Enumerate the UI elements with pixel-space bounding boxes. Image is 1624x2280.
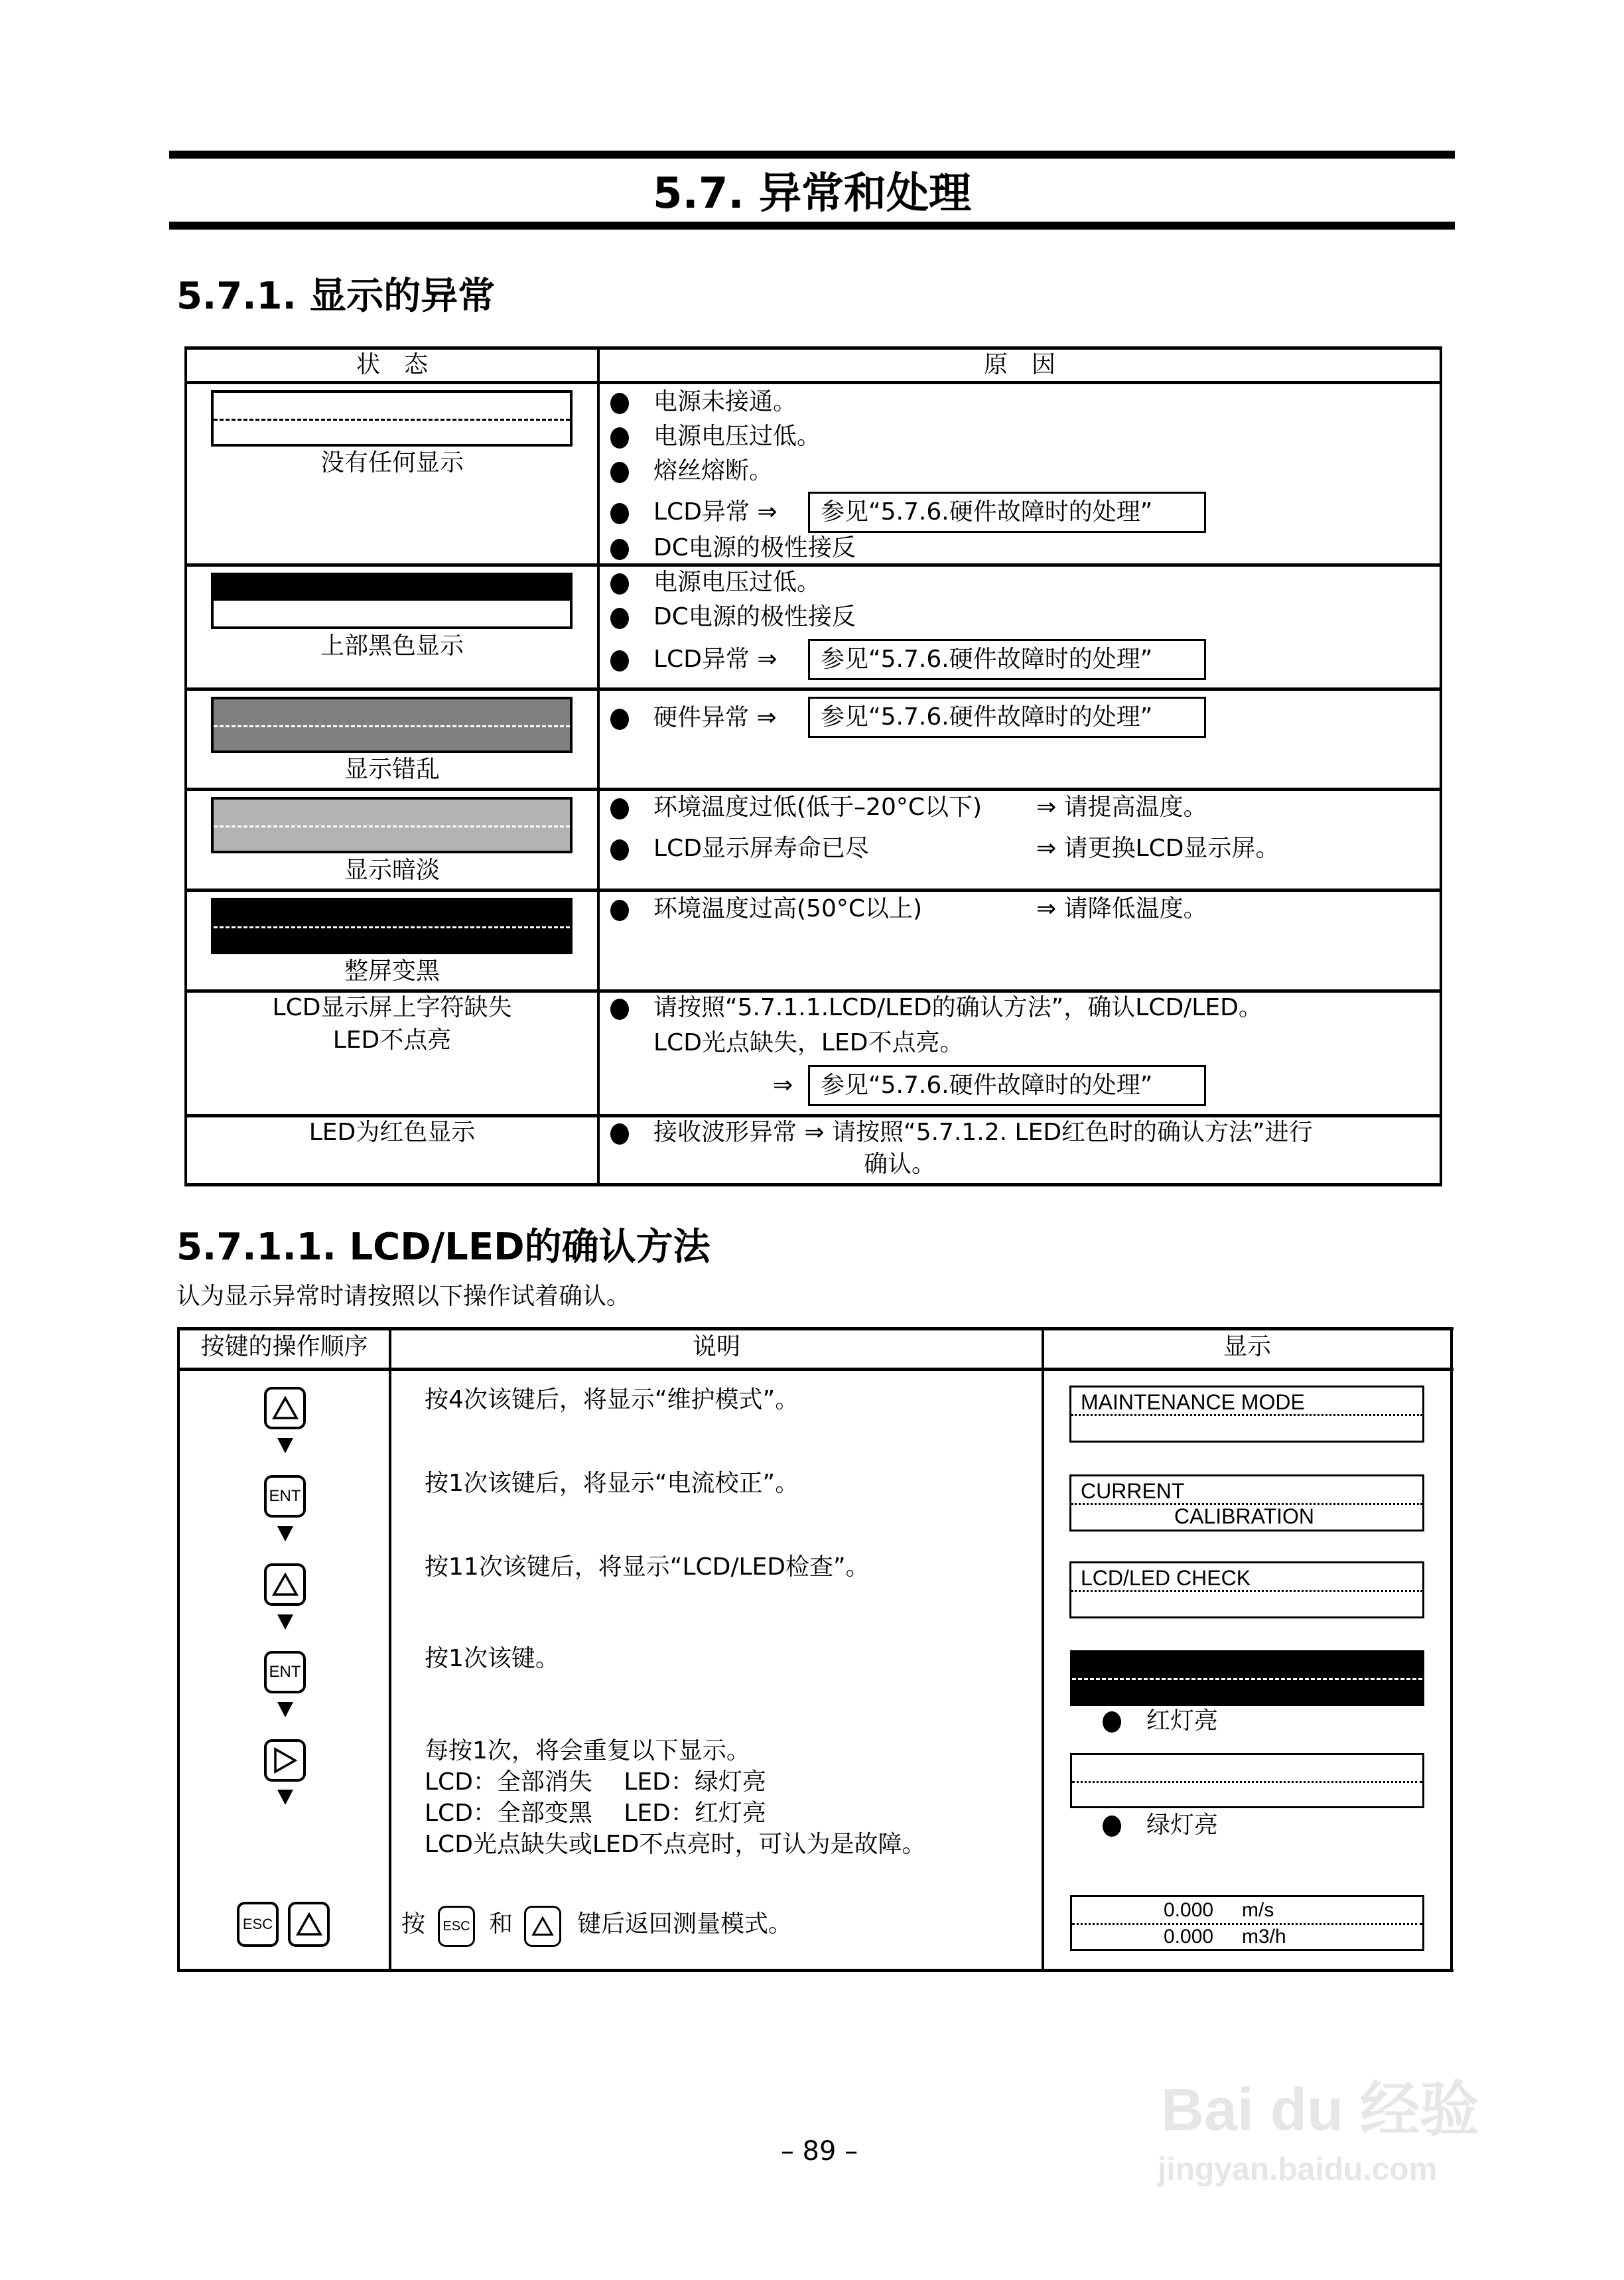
column-header-cause: 原 因 xyxy=(983,351,1055,378)
bullet-icon xyxy=(610,650,629,672)
cause-text: LCD光点缺失，LED不点亮。 xyxy=(653,1029,964,1056)
down-arrow-icon xyxy=(277,1702,293,1717)
section-intro: 认为显示异常时请按照以下操作试着确认。 xyxy=(176,1283,631,1310)
cause-text: LCD显示屏寿命已尽 xyxy=(653,835,869,862)
column-header-description: 说明 xyxy=(692,1333,740,1360)
display-line1: LCD/LED CHECK xyxy=(1081,1566,1251,1590)
step-description: 每按1次，将会重复以下显示。 xyxy=(425,1737,750,1764)
cause-text: LCD异常 ⇒ xyxy=(653,498,778,526)
reference-link-hardware-fault[interactable]: 参见“5.7.6.硬件故障时的处理” xyxy=(808,639,1206,680)
step-description: LCD：全部变黑 LED：红灯亮 xyxy=(425,1800,766,1827)
state-label: 上部黑色显示 xyxy=(320,632,464,660)
state-label: LED不点亮 xyxy=(332,1027,452,1054)
final-description-and: 和 xyxy=(489,1910,513,1938)
column-header-state: 状 态 xyxy=(356,351,428,378)
cause-text: 请按照“5.7.1.1.LCD/LED的确认方法”，确认LCD/LED。 xyxy=(653,994,1262,1021)
lcd-illustration-gray xyxy=(211,697,573,753)
bullet-icon xyxy=(610,539,629,560)
flow-velocity-value: 0.000 xyxy=(1164,1899,1214,1921)
flow-rate-unit: m3/h xyxy=(1242,1926,1286,1948)
cause-text: 确认。 xyxy=(864,1151,936,1178)
display-mockup-measurement-mode xyxy=(1070,1895,1424,1951)
column-header-display: 显示 xyxy=(1223,1333,1271,1360)
table-border xyxy=(177,1969,1454,1972)
up-key-icon xyxy=(288,1902,330,1947)
section-heading-5-7-1-1: 5.7.1.1. LCD/LED的确认方法 xyxy=(176,1226,710,1269)
cause-text: 硬件异常 ⇒ xyxy=(653,704,777,731)
reference-link-hardware-fault[interactable]: 参见“5.7.6.硬件故障时的处理” xyxy=(808,697,1206,738)
step-description: 按11次该键后，将显示“LCD/LED检查”。 xyxy=(425,1553,870,1581)
inline-esc-key-icon: ESC xyxy=(438,1906,475,1947)
action-text: ⇒ 请更换LCD显示屏。 xyxy=(1036,835,1280,862)
reference-link-hardware-fault[interactable]: 参见“5.7.6.硬件故障时的处理” xyxy=(808,1065,1206,1106)
display-line1: MAINTENANCE MODE xyxy=(1081,1390,1305,1414)
bullet-icon xyxy=(610,1123,629,1145)
title-rule-top xyxy=(169,151,1455,159)
lcd-illustration-light-gray xyxy=(211,797,573,853)
bullet-icon xyxy=(610,608,629,629)
table-border xyxy=(184,687,1442,691)
display-mockup-all-blank xyxy=(1070,1753,1424,1808)
display-line1: CURRENT xyxy=(1081,1479,1185,1503)
flow-velocity-unit: m/s xyxy=(1242,1899,1274,1921)
ent-key-icon: ENT xyxy=(264,1651,306,1693)
led-indicator-icon xyxy=(1103,1816,1121,1837)
down-arrow-icon xyxy=(277,1790,293,1805)
table-border xyxy=(184,989,1442,993)
flow-rate-value: 0.000 xyxy=(1164,1926,1214,1948)
section-heading-5-7-1: 5.7.1. 显示的异常 xyxy=(176,275,496,318)
display-line2: CALIBRATION xyxy=(1174,1504,1314,1528)
cause-text: DC电源的极性接反 xyxy=(653,603,856,630)
state-label: 整屏变黑 xyxy=(344,958,440,985)
state-label: 显示暗淡 xyxy=(344,857,440,884)
table-column-divider xyxy=(597,346,600,1186)
step-description: 按1次该键后，将显示“电流校正”。 xyxy=(425,1470,799,1497)
down-arrow-icon xyxy=(277,1614,293,1630)
bullet-icon xyxy=(610,999,629,1020)
step-description: LCD：全部消失 LED：绿灯亮 xyxy=(425,1768,766,1796)
bullet-icon xyxy=(610,798,629,819)
cause-text: 熔丝熔断。 xyxy=(653,457,774,484)
action-text: ⇒ 请降低温度。 xyxy=(1036,895,1207,922)
page-number: – 89 – xyxy=(780,2136,858,2167)
display-mockup-all-black xyxy=(1070,1650,1424,1706)
table-border xyxy=(1450,1327,1453,1972)
table-border xyxy=(1440,346,1442,1186)
down-arrow-icon xyxy=(277,1438,293,1453)
state-label: LED为红色显示 xyxy=(308,1119,476,1146)
ent-key-icon: ENT xyxy=(264,1475,306,1518)
cause-text: 电源电压过低。 xyxy=(653,569,821,596)
arrow-text: ⇒ xyxy=(773,1072,793,1099)
bullet-icon xyxy=(610,573,629,595)
page-title: 5.7. 异常和处理 xyxy=(653,169,971,218)
display-mockup-maintenance-mode xyxy=(1069,1386,1424,1443)
inline-up-key-icon xyxy=(524,1906,561,1947)
watermark-logo: Bai du 经验 xyxy=(1161,2077,1480,2143)
step-description: 按1次该键。 xyxy=(425,1645,559,1672)
column-header-key-sequence: 按键的操作顺序 xyxy=(200,1333,368,1360)
table-border xyxy=(184,1114,1442,1117)
cause-text: 环境温度过低(低于–20°C以下) xyxy=(653,794,982,821)
table-border xyxy=(184,1183,1442,1186)
up-key-icon xyxy=(264,1387,306,1429)
lcd-illustration-top-black xyxy=(211,573,573,629)
lcd-illustration-black xyxy=(211,898,573,954)
led-indicator-icon xyxy=(1103,1711,1121,1733)
cause-text: 接收波形异常 ⇒ 请按照“5.7.1.2. LED红色时的确认方法”进行 xyxy=(653,1119,1313,1146)
display-mockup-lcd-led-check xyxy=(1069,1561,1424,1618)
bullet-icon xyxy=(610,427,629,449)
table-column-divider xyxy=(1042,1327,1044,1972)
display-mockup-current-calibration xyxy=(1069,1474,1424,1532)
table-border xyxy=(184,563,1442,567)
state-label: 没有任何显示 xyxy=(320,449,464,476)
up-key-icon xyxy=(264,1563,306,1606)
led-status-label: 绿灯亮 xyxy=(1146,1812,1219,1839)
cause-text: LCD异常 ⇒ xyxy=(653,646,778,673)
table-border xyxy=(177,1327,1454,1330)
cause-text: 电源未接通。 xyxy=(653,388,797,415)
table-column-divider xyxy=(389,1327,391,1972)
lcd-illustration-blank xyxy=(211,390,573,447)
title-rule-bottom xyxy=(169,222,1455,230)
cause-text: DC电源的极性接反 xyxy=(653,534,856,561)
action-text: ⇒ 请提高温度。 xyxy=(1036,794,1207,821)
table-border xyxy=(184,381,1442,384)
reference-link-hardware-fault[interactable]: 参见“5.7.6.硬件故障时的处理” xyxy=(808,492,1206,533)
final-description-suffix: 键后返回测量模式。 xyxy=(577,1910,793,1938)
led-status-label: 红灯亮 xyxy=(1146,1707,1219,1735)
esc-key-icon: ESC xyxy=(237,1902,279,1947)
step-description: 按4次该键后，将显示“维护模式”。 xyxy=(425,1386,799,1413)
table-border xyxy=(184,788,1442,791)
cause-text: 电源电压过低。 xyxy=(653,423,821,450)
state-label: 显示错乱 xyxy=(344,756,440,783)
cause-text: 环境温度过高(50°C以上) xyxy=(653,895,923,922)
table-border xyxy=(177,1368,1454,1371)
bullet-icon xyxy=(610,393,629,414)
bullet-icon xyxy=(610,709,629,730)
bullet-icon xyxy=(610,839,629,861)
bullet-icon xyxy=(610,503,629,524)
table-border xyxy=(177,1327,180,1972)
right-key-icon xyxy=(264,1739,306,1782)
final-description-prefix: 按 xyxy=(401,1910,426,1938)
state-label: LCD显示屏上字符缺失 xyxy=(272,994,512,1021)
table-border xyxy=(184,889,1442,892)
watermark-url: jingyan.baidu.com xyxy=(1158,2152,1438,2187)
down-arrow-icon xyxy=(277,1526,293,1541)
bullet-icon xyxy=(610,462,629,483)
step-description: LCD光点缺失或LED不点亮时，可认为是故障。 xyxy=(425,1831,926,1858)
bullet-icon xyxy=(610,900,629,921)
